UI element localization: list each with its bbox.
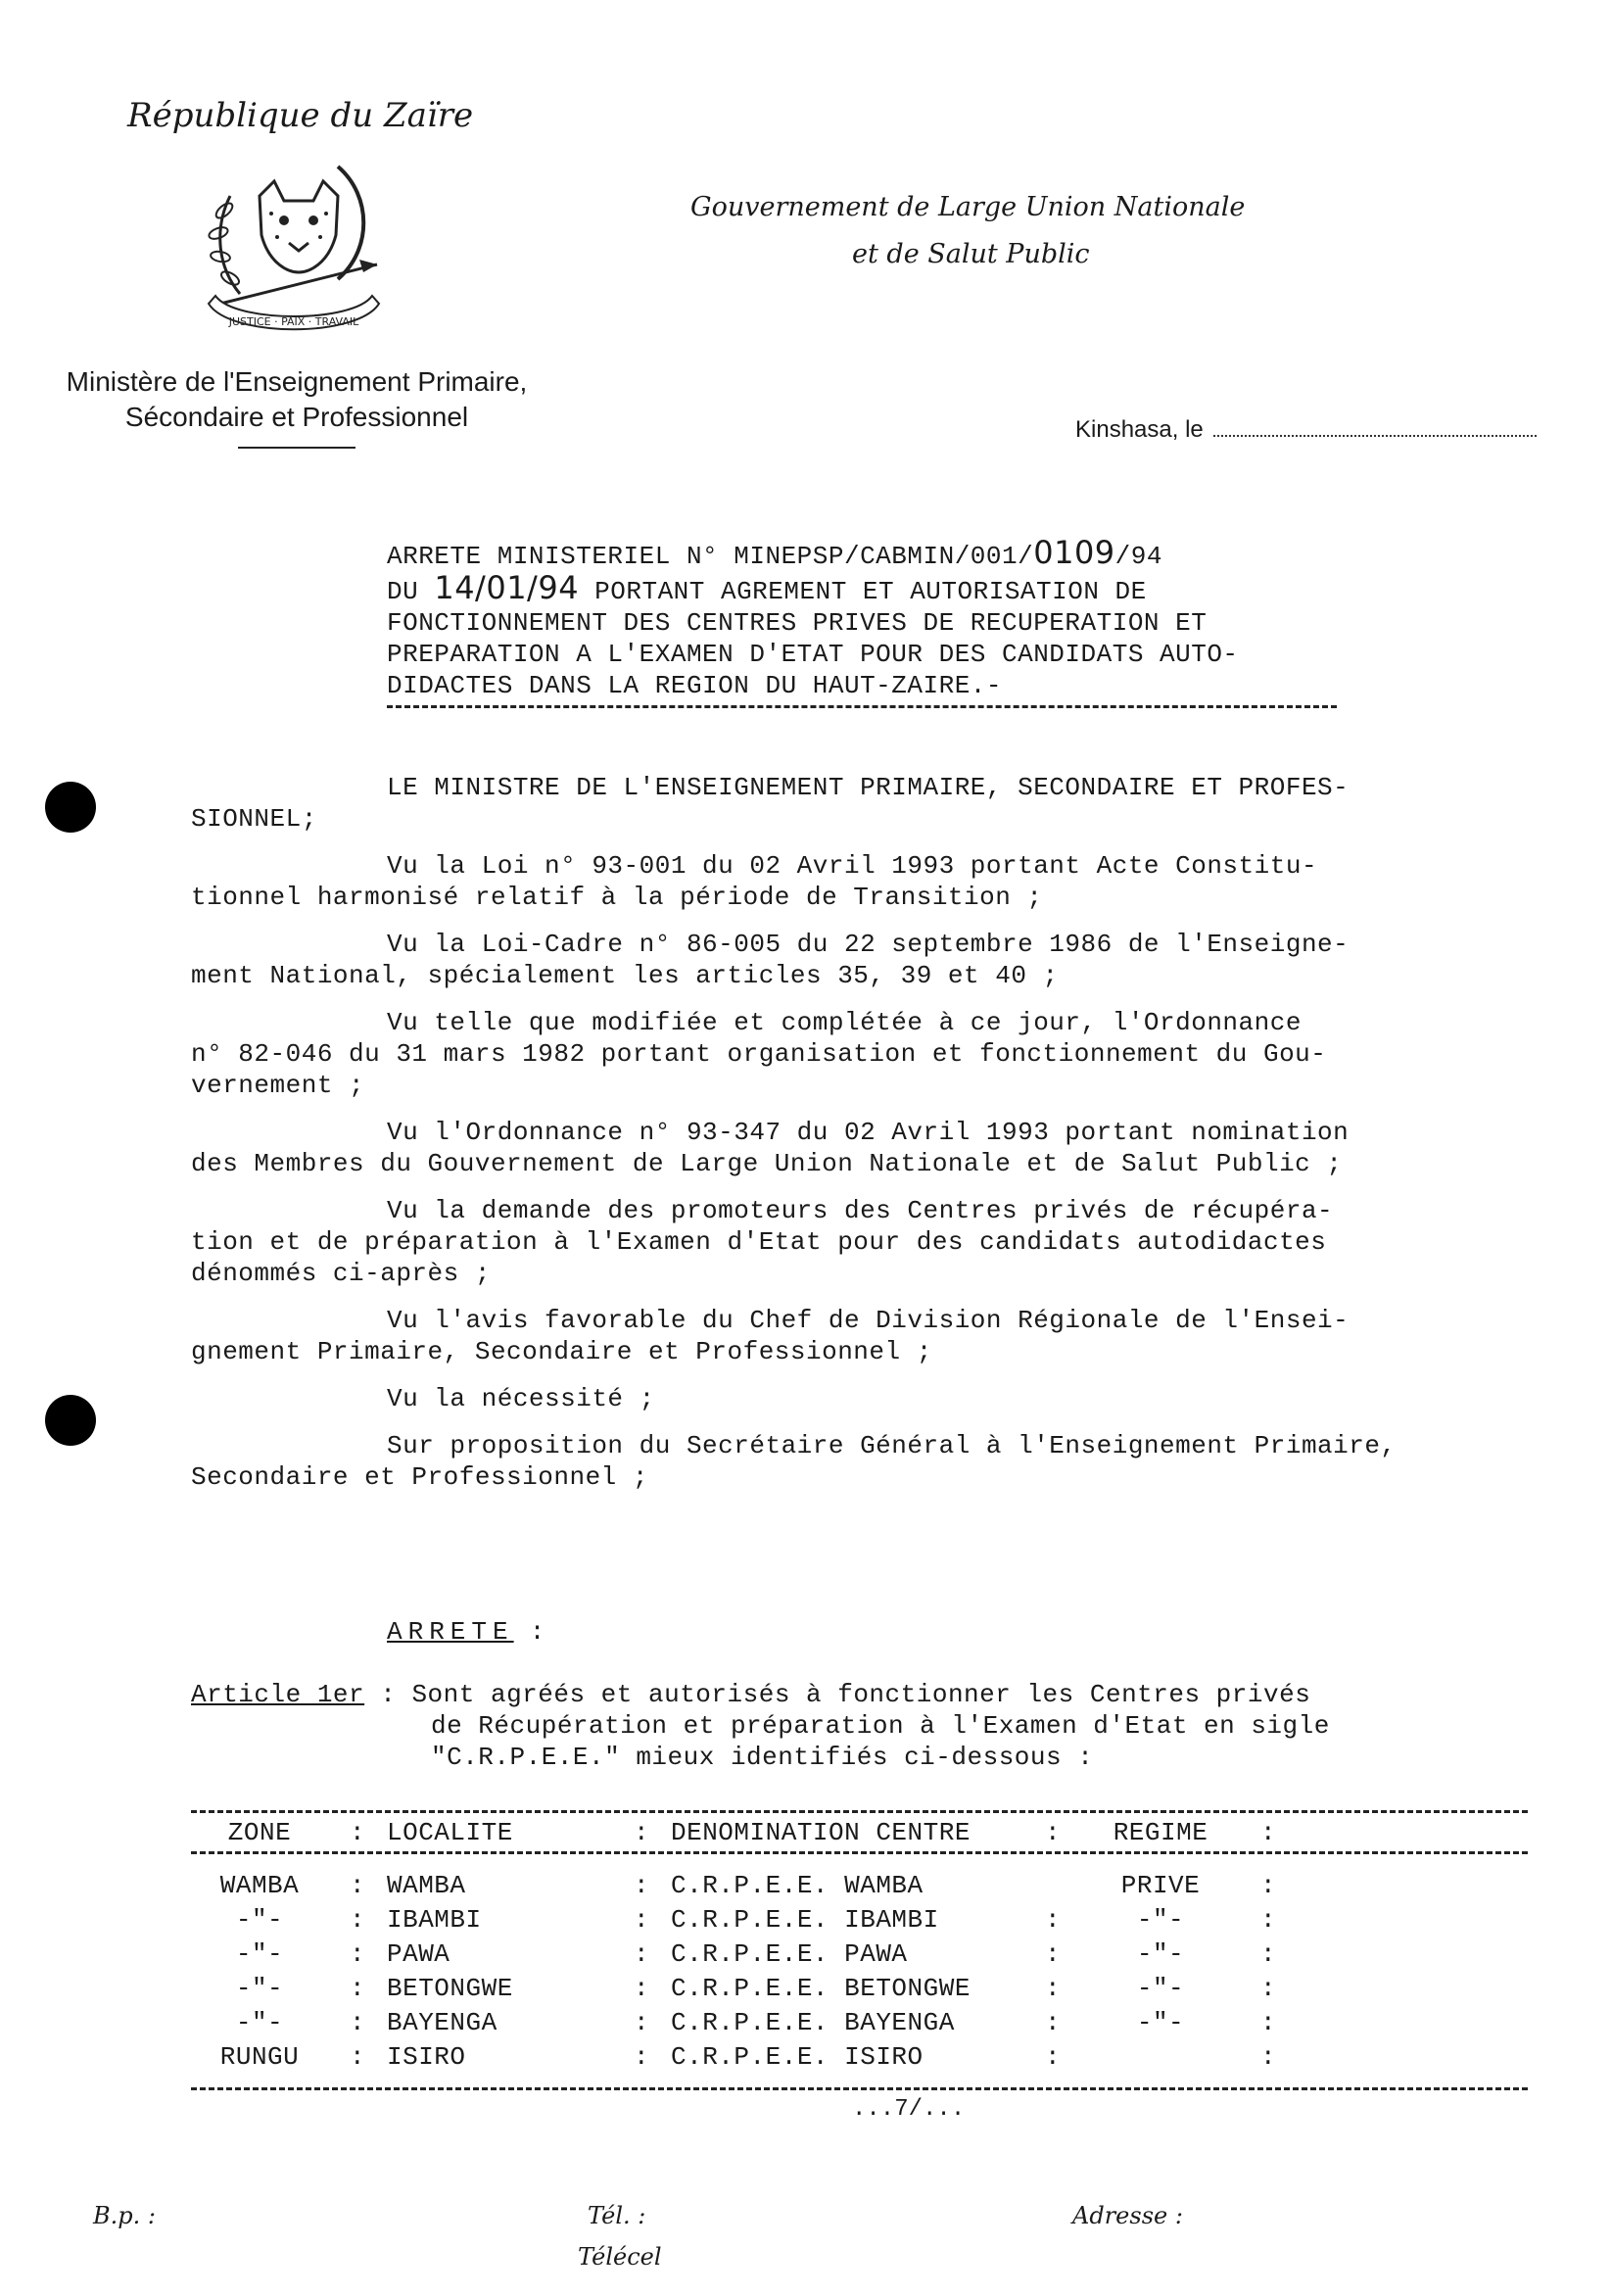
- handwritten-number: 0109: [1033, 534, 1115, 571]
- title-du: DU: [387, 577, 419, 606]
- preamble: [191, 772, 1523, 1508]
- minister-intro: LE MINISTRE DE L'ENSEIGNEMENT PRIMAIRE, SECONDAIRE ET PROFES- SIONNEL;: [191, 773, 1350, 834]
- title-year: /94: [1114, 542, 1162, 571]
- punch-hole: [45, 782, 96, 833]
- page-continuation-marker: ...7/...: [852, 2096, 966, 2123]
- arrete-title: [387, 534, 1337, 708]
- footer-bp: B.p. :: [93, 2202, 156, 2229]
- government-line2: et de Salut Public: [852, 239, 1090, 269]
- table-rule: [191, 2087, 1528, 2090]
- title-line2: PORTANT AGREMENT ET AUTORISATION DE: [594, 577, 1147, 606]
- table-row: -"- : BETONGWE : C.R.P.E.E. BETONGWE : -"- :: [235, 1973, 1277, 2003]
- table-row: -"- : PAWA : C.R.P.E.E. PAWA : -"- :: [235, 1938, 1277, 1969]
- title-line4: PREPARATION A L'EXAMEN D'ETAT POUR DES CANDIDATS AUTO-: [387, 640, 1239, 669]
- considerant-7: Vu la nécessité ;: [387, 1384, 655, 1413]
- table-row: -"- : BAYENGA : C.R.P.E.E. BAYENGA : -"- :: [235, 2007, 1277, 2037]
- footer-telecel: Télécel: [578, 2243, 662, 2271]
- title-line3: FONCTIONNEMENT DES CENTRES PRIVES DE RECUPERATION ET: [387, 608, 1208, 638]
- articles: [191, 1616, 1330, 1773]
- svg-text:JUSTICE · PAIX · TRAVAIL: JUSTICE · PAIX · TRAVAIL: [228, 315, 359, 328]
- proposition: Sur proposition du Secrétaire Général à l'Enseignement Primaire, Secondaire et Professionnel ;: [191, 1431, 1397, 1492]
- table-row: WAMBA : WAMBA : C.R.P.E.E. WAMBA PRIVE :: [219, 1870, 1277, 1900]
- place-date-label: Kinshasa, le: [1075, 416, 1204, 443]
- considerant-1: Vu la Loi n° 93-001 du 02 Avril 1993 portant Acte Constitu- tionnel harmonisé relatif à la période de Transition ;: [191, 851, 1318, 912]
- republic-heading: République du Zaïre: [127, 96, 474, 135]
- title-line5: DIDACTES DANS LA REGION DU HAUT-ZAIRE.-: [387, 671, 1002, 700]
- considerant-3: Vu telle que modifiée et complétée à ce jour, l'Ordonnance n° 82-046 du 31 mars 1982 portant organisation et fonctionnement du Gou- vernement ;: [191, 1008, 1327, 1100]
- title-underline: [387, 705, 1337, 708]
- arrete-heading: ARRETE :: [387, 1617, 545, 1647]
- national-emblem-logo: [191, 157, 397, 343]
- government-line1: Gouvernement de Large Union Nationale: [690, 192, 1246, 222]
- punch-hole: [45, 1395, 96, 1446]
- ministry-line2: Sécondaire et Professionnel: [124, 402, 469, 432]
- table-row: RUNGU : ISIRO : C.R.P.E.E. ISIRO : :: [219, 2041, 1277, 2072]
- article-1-label: Article 1er: [191, 1680, 365, 1709]
- considerant-5: Vu la demande des promoteurs des Centres privés de récupéra- tion et de préparation à l'Examen d'Etat pour des candidats autodidactes dénommés ci-après ;: [191, 1196, 1334, 1288]
- table-row: -"- : IBAMBI : C.R.P.E.E. IBAMBI : -"- :: [235, 1904, 1277, 1935]
- title-line1: ARRETE MINISTERIEL N° MINEPSP/CABMIN/001/: [387, 542, 1034, 571]
- footer-tel: Tél. :: [588, 2202, 646, 2229]
- considerant-2: Vu la Loi-Cadre n° 86-005 du 22 septembre 1986 de l'Enseigne- ment National, spécialement les articles 35, 39 et 40 ;: [191, 930, 1350, 990]
- ministry-line1: Ministère de l'Enseignement Primaire,: [66, 366, 528, 397]
- considerant-6: Vu l'avis favorable du Chef de Division Régionale de l'Ensei- gnement Primaire, Secondaire et Professionnel ;: [191, 1306, 1350, 1366]
- divider: [238, 447, 355, 449]
- article-1: Article 1er : Sont agréés et autorisés à fonctionner les Centres privés de Récupération et préparation à l'Examen d'Etat en sigle "C.R.P.E.E." mieux identifiés ci-dessous :: [191, 1680, 1330, 1772]
- ministry-name: [47, 364, 546, 449]
- centres-table: [191, 1810, 1528, 2090]
- date-blank-line: [1213, 435, 1537, 437]
- footer-adresse: Adresse :: [1072, 2202, 1183, 2229]
- table-header: ZONE : LOCALITE : DENOMINATION CENTRE : REGIME :: [227, 1817, 1277, 1847]
- considerant-4: Vu l'Ordonnance n° 93-347 du 02 Avril 1993 portant nomination des Membres du Gouvernement de Large Union Nationale et de Salut Public ;: [191, 1118, 1350, 1178]
- table-rule: [191, 1810, 1528, 1813]
- place-date-field: [1075, 416, 1537, 444]
- handwritten-date: 14/01/94: [434, 569, 580, 606]
